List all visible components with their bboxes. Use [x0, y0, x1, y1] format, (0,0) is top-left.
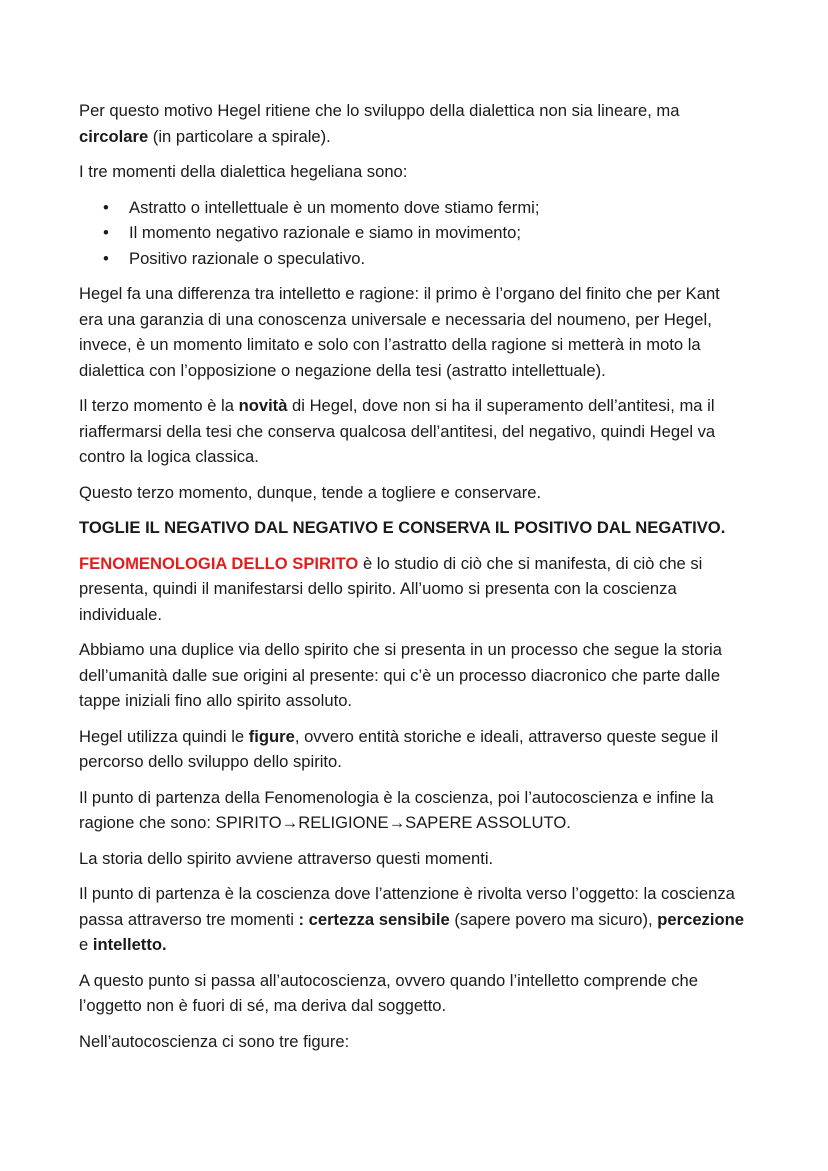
text: Il punto di partenza è la coscienza dove l’attenzione è rivolta verso l’oggetto: la coscienza passa attraverso tre momenti [79, 884, 735, 929]
text: Il terzo momento è la [79, 396, 239, 415]
paragraph-punto-partenza-fenomenologia: Il punto di partenza della Fenomenologia è la coscienza, poi l’autocoscienza e infine la ragione che sono: SPIRITO→RELIGIONE→SAPERE ASSOLUTO. [79, 787, 714, 832]
bullet-icon: • [103, 197, 109, 217]
bullet-icon: • [103, 223, 109, 242]
text: e [79, 935, 93, 954]
text: è lo studio di ciò che si manifesta, di ciò che si presenta, quindi il manifestarsi dello spirito. All’uomo si presenta con la coscienza individuale. [79, 553, 703, 624]
text: (sapere povero ma sicuro), [449, 909, 658, 929]
paragraph-duplice-via: Abbiamo una duplice via dello spirito che si presenta in un processo che segue la storia dell’umanità dalle sue origini al presente: qui c’è un processo diacronico che parte dalle tappe iniziali fino allo spirito assoluto. [79, 640, 722, 710]
paragraph-figure [79, 724, 748, 775]
list-item-text: Il momento negativo razionale e siamo in movimento; [129, 223, 521, 242]
bullet-icon: • [103, 248, 109, 268]
paragraph-tre-figure: Nell’autocoscienza ci sono tre figure: [79, 1031, 350, 1051]
bold-term-circolare: circolare [79, 126, 149, 146]
heading-toglie-negativo [79, 515, 748, 541]
paragraph-intelletto-ragione: Hegel fa una differenza tra intelletto e ragione: il primo è l’organo del finito che per Kant era una garanzia di una conoscenza universale e necessaria del noumeno, per Hegel, invece, è un momento limitato e solo con l’astratto della ragione si metterà in moto la dialettica con l’opposizione o negazione della tesi (astratto intellettuale). [79, 284, 720, 380]
list-item-text: Astratto o intellettuale è un momento dove stiamo fermi; [129, 197, 540, 217]
paragraph-dialettica-circolare [79, 98, 748, 149]
bold-term-intelletto: intelletto. [92, 935, 167, 954]
list-item [103, 195, 748, 221]
bold-term-certezza-sensibile: : certezza sensibile [298, 909, 450, 929]
bold-term-percezione: percezione [657, 909, 744, 929]
bold-statement: TOGLIE IL NEGATIVO DAL NEGATIVO E CONSERVA IL POSITIVO DAL NEGATIVO. [79, 518, 726, 537]
paragraph-terzo-momento [79, 393, 748, 470]
paragraph-storia-spirito: La storia dello spirito avviene attraverso questi momenti. [79, 848, 494, 868]
text: Per questo motivo Hegel ritiene che lo sviluppo della dialettica non sia lineare, ma [79, 101, 680, 120]
list-item-text: Positivo razionale o speculativo. [129, 248, 366, 268]
paragraph-coscienza [79, 881, 748, 958]
paragraph-fenomenologia [79, 551, 748, 628]
bold-term-figure: figure [248, 726, 295, 746]
paragraph-togliere-conservare: Questo terzo momento, dunque, tende a togliere e conservare. [79, 482, 542, 502]
list-item [103, 246, 748, 272]
bold-term-novita: novità [238, 396, 288, 415]
paragraph-autocoscienza: A questo punto si passa all’autocoscienza, ovvero quando l’intelletto comprende che l’oggetto non è fuori di sé, ma deriva dal soggetto. [79, 970, 698, 1015]
section-title-fenomenologia: FENOMENOLOGIA DELLO SPIRITO [79, 553, 359, 573]
text: Hegel utilizza quindi le [79, 726, 249, 746]
text: , ovvero entità storiche e ideali, attraverso queste segue il percorso dello sviluppo dello spirito. [79, 726, 719, 771]
text: (in particolare a spirale). [148, 126, 331, 146]
moments-list [79, 195, 748, 272]
text: di Hegel, dove non si ha il superamento dell’antitesi, ma il riaffermarsi della tesi che conserva qualcosa dell’antitesi, del negativo, quindi Hegel va contro la logica classica. [79, 396, 716, 466]
list-item [103, 220, 748, 246]
paragraph-tre-momenti: I tre momenti della dialettica hegeliana sono: [79, 162, 408, 181]
